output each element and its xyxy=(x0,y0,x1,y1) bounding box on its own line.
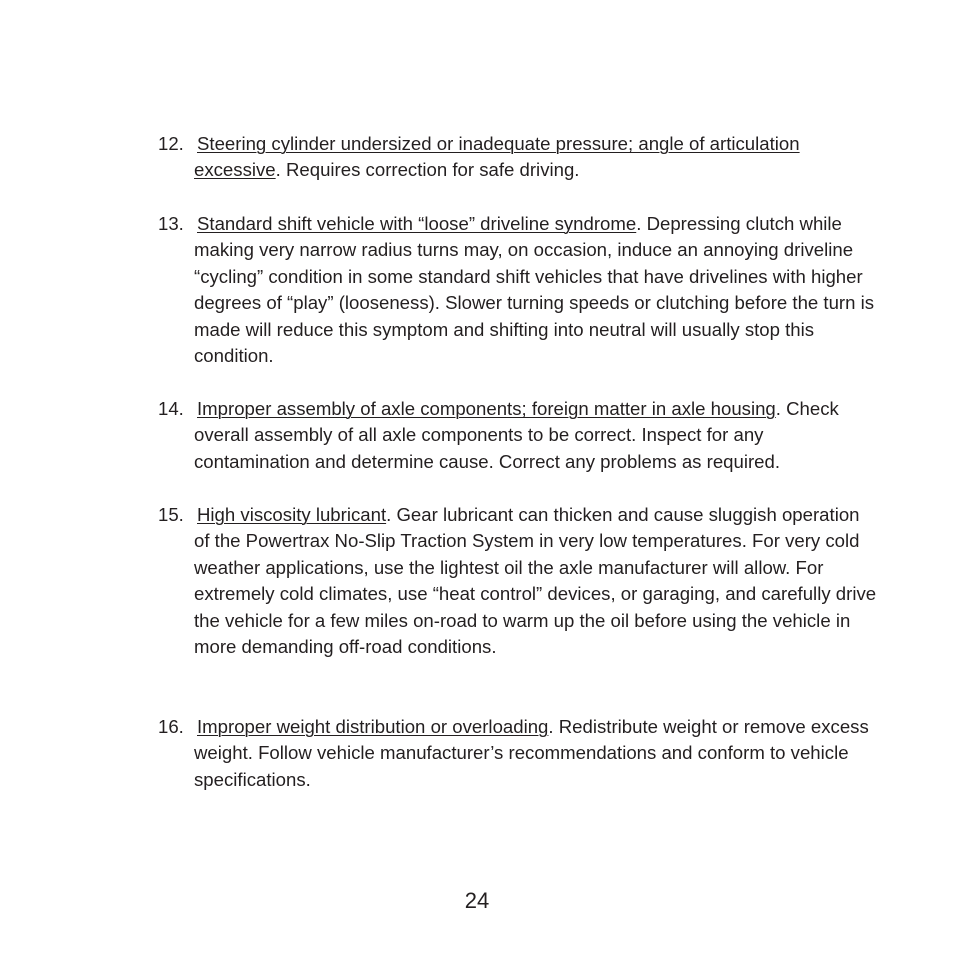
item-text: . Depressing clutch while making very narrow radius turns may, on occasion, induce an annoying driveline “cycling” condition in some standard shift vehicles that have drivelines with higher degrees of “play” (looseness). Slower turning speeds or clutching before the turn is made will reduce this symptom and shifting into neutral will usually stop this condition. xyxy=(194,213,875,367)
item-body xyxy=(194,502,878,660)
item-title: Improper assembly of axle components; foreign matter in axle housing xyxy=(197,398,776,419)
item-number: 14. xyxy=(158,398,184,419)
item-number: 16. xyxy=(158,716,184,737)
item-title: High viscosity lubricant xyxy=(197,504,387,525)
item-text: . Requires correction for safe driving. xyxy=(275,159,580,181)
item-body xyxy=(194,131,878,184)
page-number: 24 xyxy=(464,888,490,913)
item-number: 13. xyxy=(158,213,184,234)
item-text: . Redistribute weight or remove excess weight. Follow vehicle manufacturer’s recommendations and conform to vehicle specifications. xyxy=(194,716,869,790)
item-body xyxy=(194,714,878,793)
item-text: . Check overall assembly of all axle components to be correct. Inspect for any contamination and determine cause. Correct any problems as required. xyxy=(194,398,839,472)
list-item xyxy=(158,714,878,793)
item-body xyxy=(194,211,878,369)
item-body xyxy=(194,396,878,475)
item-title: Improper weight distribution or overloading xyxy=(197,716,549,737)
item-title: Steering cylinder undersized or inadequate pressure; angle of articulation excessive xyxy=(194,133,800,181)
item-number: 15. xyxy=(158,504,184,525)
item-text: . Gear lubricant can thicken and cause sluggish operation of the Powertrax No-Slip Traction System in very low temperatures. For very cold weather applications, use the lightest oil the axle manufacturer will allow. For extremely cold climates, use “heat control” devices, or garaging, and carefully drive the vehicle for a few miles on-road to warm up the oil before using the vehicle in more demanding off-road conditions. xyxy=(194,504,877,658)
list-item xyxy=(158,211,878,369)
item-title: Standard shift vehicle with “loose” driveline syndrome xyxy=(197,213,637,234)
list-item xyxy=(158,502,878,660)
item-number: 12. xyxy=(158,133,184,154)
list-item xyxy=(158,396,878,475)
list-item xyxy=(158,131,878,184)
